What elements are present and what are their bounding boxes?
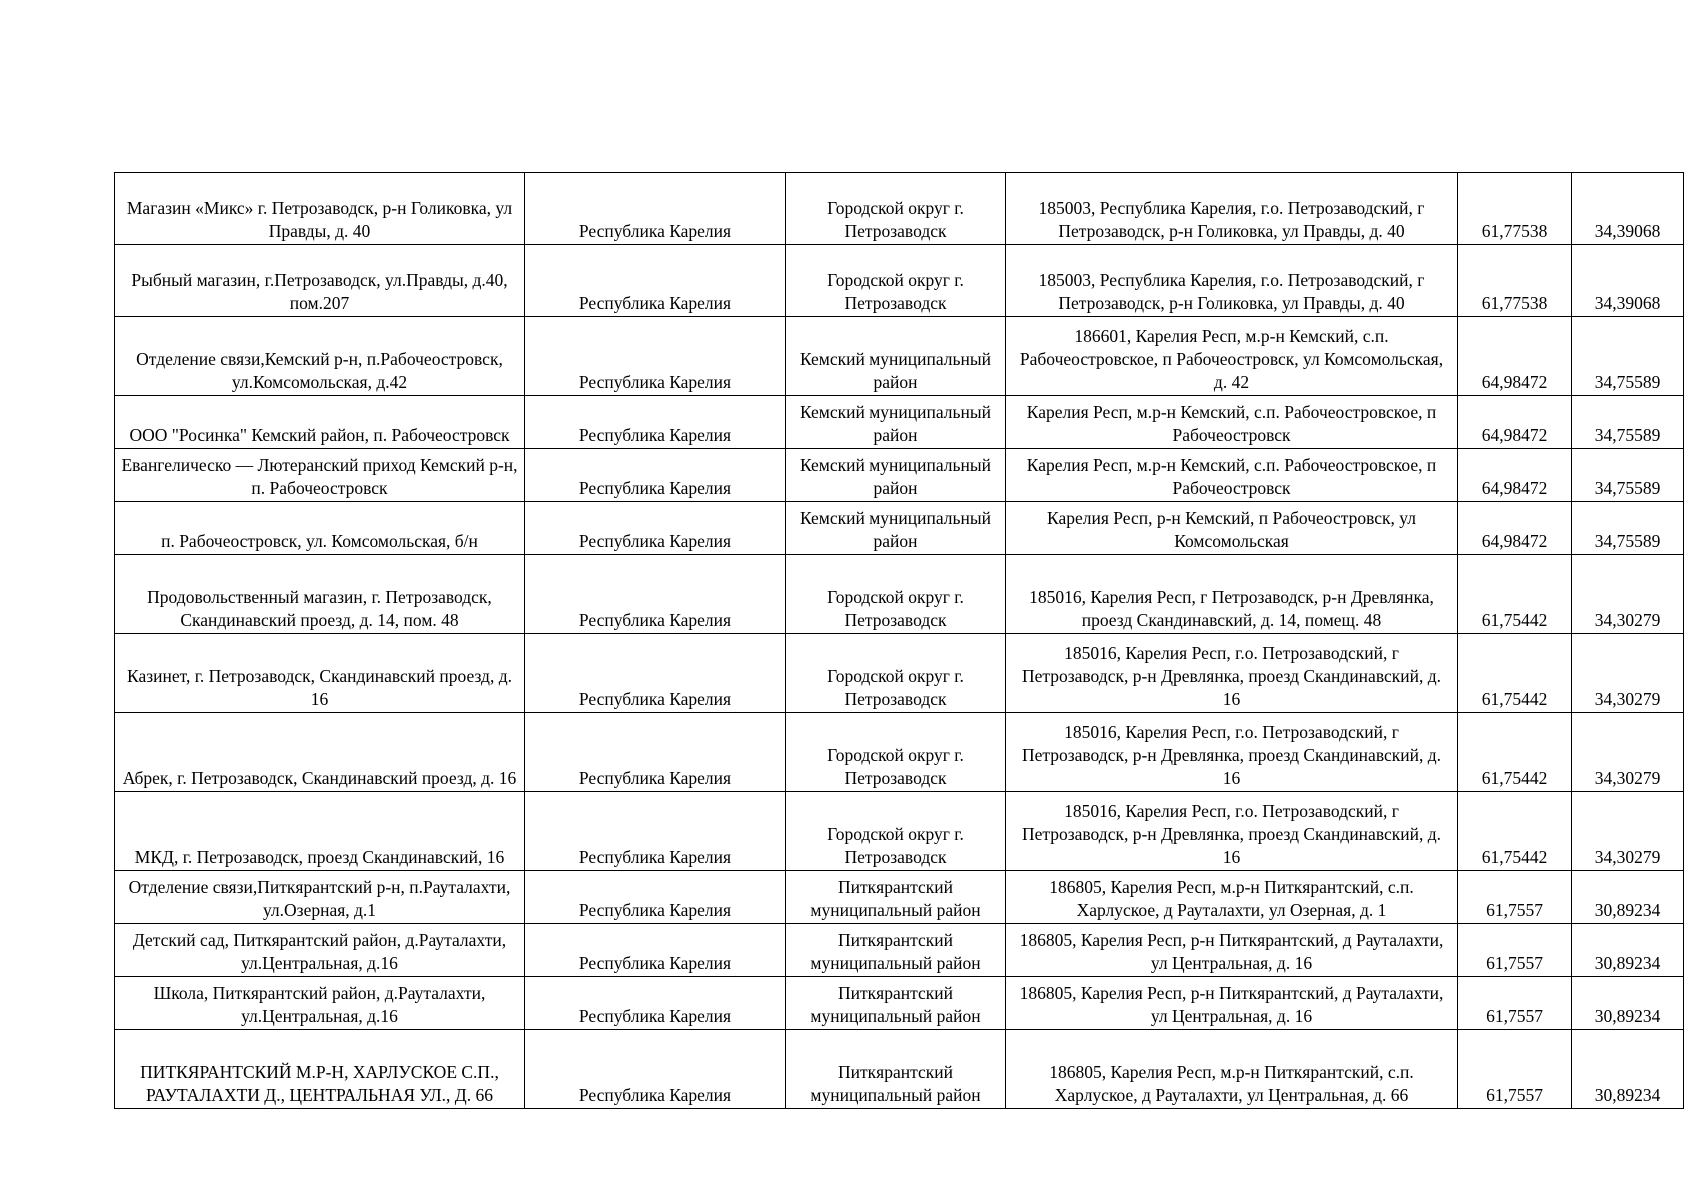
region-cell: Республика Карелия xyxy=(525,555,786,634)
object-name-cell: Казинет, г. Петрозаводск, Скандинавский проезд, д. 16 xyxy=(115,634,525,713)
object-name-cell: ПИТКЯРАНТСКИЙ М.Р-Н, ХАРЛУСКОЕ С.П., РАУТАЛАХТИ Д., ЦЕНТРАЛЬНАЯ УЛ., Д. 66 xyxy=(115,1030,525,1109)
longitude-cell: 34,30279 xyxy=(1572,555,1684,634)
longitude-cell: 30,89234 xyxy=(1572,871,1684,924)
address-cell: Карелия Респ, м.р-н Кемский, с.п. Рабочеостровское, п Рабочеостровск xyxy=(1006,449,1458,502)
latitude-cell: 61,7557 xyxy=(1458,1030,1572,1109)
object-name-cell: МКД, г. Петрозаводск, проезд Скандинавский, 16 xyxy=(115,792,525,871)
region-cell: Республика Карелия xyxy=(525,924,786,977)
region-cell: Республика Карелия xyxy=(525,317,786,396)
longitude-cell: 34,30279 xyxy=(1572,634,1684,713)
latitude-cell: 61,77538 xyxy=(1458,173,1572,245)
latitude-cell: 64,98472 xyxy=(1458,396,1572,449)
table-row xyxy=(115,555,1684,634)
object-name-cell: Евангелическо — Лютеранский приход Кемский р-н, п. Рабочеостровск xyxy=(115,449,525,502)
latitude-cell: 61,7557 xyxy=(1458,871,1572,924)
object-name-cell: Отделение связи,Питкярантский р-н, п.Рауталахти, ул.Озерная, д.1 xyxy=(115,871,525,924)
address-cell: 186805, Карелия Респ, р-н Питкярантский, д Рауталахти, ул Центральная, д. 16 xyxy=(1006,924,1458,977)
region-cell: Республика Карелия xyxy=(525,173,786,245)
longitude-cell: 30,89234 xyxy=(1572,977,1684,1030)
longitude-cell: 34,30279 xyxy=(1572,792,1684,871)
region-cell: Республика Карелия xyxy=(525,977,786,1030)
district-cell: Питкярантский муниципальный район xyxy=(786,871,1006,924)
table-row xyxy=(115,449,1684,502)
region-cell: Республика Карелия xyxy=(525,792,786,871)
object-name-cell: Отделение связи,Кемский р-н, п.Рабочеостровск, ул.Комсомольская, д.42 xyxy=(115,317,525,396)
object-name-cell: ООО "Росинка" Кемский район, п. Рабочеостровск xyxy=(115,396,525,449)
table-row xyxy=(115,173,1684,245)
latitude-cell: 64,98472 xyxy=(1458,449,1572,502)
latitude-cell: 64,98472 xyxy=(1458,317,1572,396)
region-cell: Республика Карелия xyxy=(525,502,786,555)
latitude-cell: 61,75442 xyxy=(1458,792,1572,871)
latitude-cell: 61,75442 xyxy=(1458,555,1572,634)
table-row xyxy=(115,245,1684,317)
district-cell: Городской округ г. Петрозаводск xyxy=(786,792,1006,871)
longitude-cell: 30,89234 xyxy=(1572,1030,1684,1109)
latitude-cell: 61,7557 xyxy=(1458,924,1572,977)
longitude-cell: 30,89234 xyxy=(1572,924,1684,977)
region-cell: Республика Карелия xyxy=(525,396,786,449)
address-cell: 185016, Карелия Респ, г.о. Петрозаводский, г Петрозаводск, р-н Древлянка, проезд Скандинавский, д. 16 xyxy=(1006,713,1458,792)
region-cell: Республика Карелия xyxy=(525,871,786,924)
registry-table xyxy=(114,172,1684,1109)
longitude-cell: 34,75589 xyxy=(1572,396,1684,449)
address-cell: Карелия Респ, м.р-н Кемский, с.п. Рабочеостровское, п Рабочеостровск xyxy=(1006,396,1458,449)
district-cell: Кемский муниципальный район xyxy=(786,317,1006,396)
object-name-cell: п. Рабочеостровск, ул. Комсомольская, б/н xyxy=(115,502,525,555)
table-row xyxy=(115,871,1684,924)
district-cell: Питкярантский муниципальный район xyxy=(786,977,1006,1030)
object-name-cell: Детский сад, Питкярантский район, д.Рауталахти, ул.Центральная, д.16 xyxy=(115,924,525,977)
address-cell: Карелия Респ, р-н Кемский, п Рабочеостровск, ул Комсомольская xyxy=(1006,502,1458,555)
latitude-cell: 61,77538 xyxy=(1458,245,1572,317)
district-cell: Городской округ г. Петрозаводск xyxy=(786,555,1006,634)
table-row xyxy=(115,792,1684,871)
district-cell: Городской округ г. Петрозаводск xyxy=(786,245,1006,317)
longitude-cell: 34,75589 xyxy=(1572,449,1684,502)
address-cell: 186601, Карелия Респ, м.р-н Кемский, с.п. Рабочеостровское, п Рабочеостровск, ул Комсомольская, д. 42 xyxy=(1006,317,1458,396)
table-row xyxy=(115,396,1684,449)
table-row xyxy=(115,713,1684,792)
address-cell: 186805, Карелия Респ, м.р-н Питкярантский, с.п. Харлуское, д Рауталахти, ул Озерная, д. 1 xyxy=(1006,871,1458,924)
table-row xyxy=(115,634,1684,713)
longitude-cell: 34,75589 xyxy=(1572,502,1684,555)
district-cell: Кемский муниципальный район xyxy=(786,396,1006,449)
table-row xyxy=(115,317,1684,396)
object-name-cell: Магазин «Микс» г. Петрозаводск, р-н Голиковка, ул Правды, д. 40 xyxy=(115,173,525,245)
district-cell: Кемский муниципальный район xyxy=(786,449,1006,502)
district-cell: Городской округ г. Петрозаводск xyxy=(786,713,1006,792)
table-row xyxy=(115,502,1684,555)
region-cell: Республика Карелия xyxy=(525,634,786,713)
longitude-cell: 34,75589 xyxy=(1572,317,1684,396)
latitude-cell: 61,75442 xyxy=(1458,713,1572,792)
address-cell: 186805, Карелия Респ, р-н Питкярантский, д Рауталахти, ул Центральная, д. 16 xyxy=(1006,977,1458,1030)
region-cell: Республика Карелия xyxy=(525,713,786,792)
address-cell: 185003, Республика Карелия, г.о. Петрозаводский, г Петрозаводск, р-н Голиковка, ул Правды, д. 40 xyxy=(1006,173,1458,245)
object-name-cell: Абрек, г. Петрозаводск, Скандинавский проезд, д. 16 xyxy=(115,713,525,792)
address-cell: 185016, Карелия Респ, г.о. Петрозаводский, г Петрозаводск, р-н Древлянка, проезд Скандинавский, д. 16 xyxy=(1006,634,1458,713)
longitude-cell: 34,39068 xyxy=(1572,173,1684,245)
district-cell: Городской округ г. Петрозаводск xyxy=(786,634,1006,713)
district-cell: Кемский муниципальный район xyxy=(786,502,1006,555)
district-cell: Городской округ г. Петрозаводск xyxy=(786,173,1006,245)
address-cell: 185003, Республика Карелия, г.о. Петрозаводский, г Петрозаводск, р-н Голиковка, ул Правды, д. 40 xyxy=(1006,245,1458,317)
latitude-cell: 61,75442 xyxy=(1458,634,1572,713)
region-cell: Республика Карелия xyxy=(525,449,786,502)
table-row xyxy=(115,924,1684,977)
address-cell: 185016, Карелия Респ, г.о. Петрозаводский, г Петрозаводск, р-н Древлянка, проезд Скандинавский, д. 16 xyxy=(1006,792,1458,871)
latitude-cell: 61,7557 xyxy=(1458,977,1572,1030)
table-row xyxy=(115,1030,1684,1109)
table-row xyxy=(115,977,1684,1030)
district-cell: Питкярантский муниципальный район xyxy=(786,1030,1006,1109)
object-name-cell: Рыбный магазин, г.Петрозаводск, ул.Правды, д.40, пом.207 xyxy=(115,245,525,317)
address-cell: 186805, Карелия Респ, м.р-н Питкярантский, с.п. Харлуское, д Рауталахти, ул Центральная, д. 66 xyxy=(1006,1030,1458,1109)
address-cell: 185016, Карелия Респ, г Петрозаводск, р-н Древлянка, проезд Скандинавский, д. 14, помещ. 48 xyxy=(1006,555,1458,634)
object-name-cell: Школа, Питкярантский район, д.Рауталахти, ул.Центральная, д.16 xyxy=(115,977,525,1030)
region-cell: Республика Карелия xyxy=(525,1030,786,1109)
region-cell: Республика Карелия xyxy=(525,245,786,317)
object-name-cell: Продовольственный магазин, г. Петрозаводск, Скандинавский проезд, д. 14, пом. 48 xyxy=(115,555,525,634)
latitude-cell: 64,98472 xyxy=(1458,502,1572,555)
longitude-cell: 34,30279 xyxy=(1572,713,1684,792)
longitude-cell: 34,39068 xyxy=(1572,245,1684,317)
district-cell: Питкярантский муниципальный район xyxy=(786,924,1006,977)
